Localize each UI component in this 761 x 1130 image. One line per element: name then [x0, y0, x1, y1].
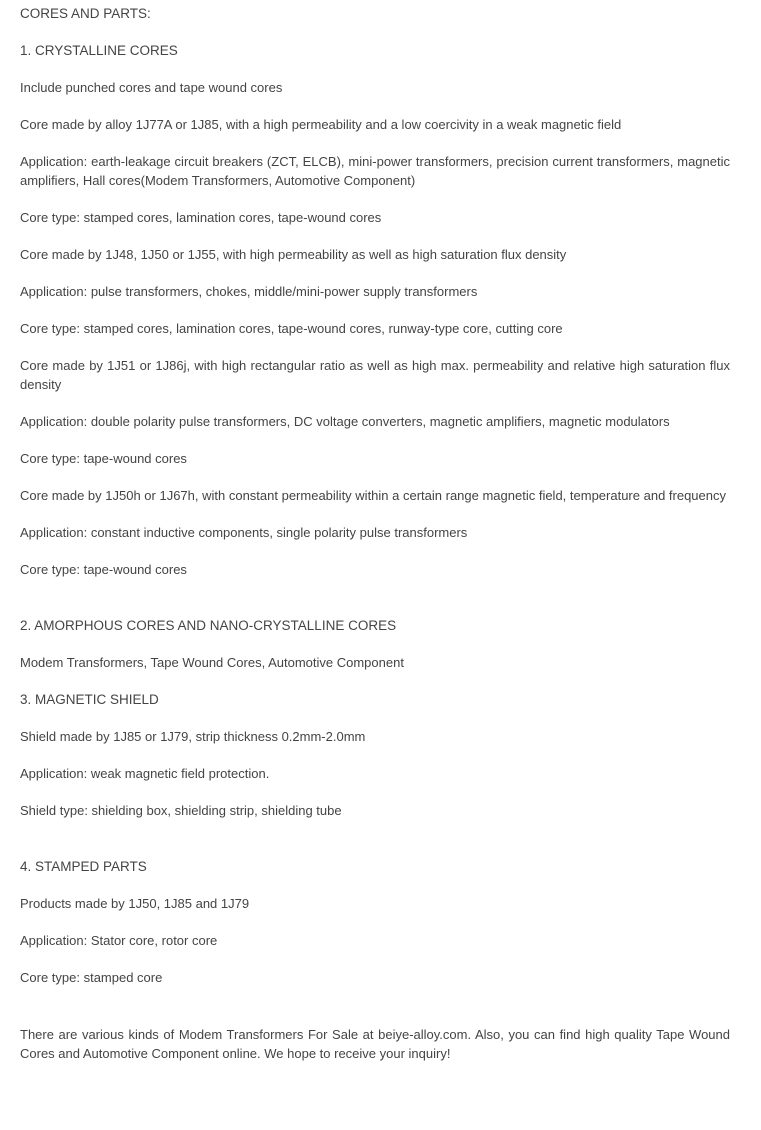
paragraph: Core type: stamped core [20, 970, 163, 985]
paragraph: Core type: tape-wound cores [20, 451, 187, 466]
paragraph: Core type: stamped cores, lamination cores, tape-wound cores [20, 210, 382, 225]
paragraph: Application: earth-leakage circuit breakers (ZCT, ELCB), mini-power transformers, precision current transformers, magnetic amplifiers, Hall cores(Modem Transformers, Automotive Component) [20, 154, 730, 188]
paragraph: Products made by 1J50, 1J85 and 1J79 [20, 896, 250, 911]
paragraph: Core type: stamped cores, lamination cores, tape-wound cores, runway-type core, cutting core [20, 321, 563, 336]
paragraph: Core made by alloy 1J77A or 1J85, with a high permeability and a low coercivity in a weak magnetic field [20, 117, 622, 132]
section-title-magnetic-shield: 3. MAGNETIC SHIELD [20, 692, 159, 707]
section-title-stamped-parts: 4. STAMPED PARTS [20, 859, 147, 874]
page-heading: CORES AND PARTS: [20, 6, 151, 21]
closing-paragraph: There are various kinds of Modem Transformers For Sale at beiye-alloy.com. Also, you can find high quality Tape Wound Cores and Automotive Component online. We hope to receive your inquiry! [20, 1027, 730, 1061]
paragraph: Modem Transformers, Tape Wound Cores, Automotive Component [20, 655, 404, 670]
paragraph: Application: weak magnetic field protection. [20, 766, 270, 781]
paragraph: Core made by 1J51 or 1J86j, with high rectangular ratio as well as high max. permeability and relative high saturation flux density [20, 358, 730, 392]
paragraph: Shield type: shielding box, shielding strip, shielding tube [20, 803, 342, 818]
section-title-crystalline-cores: 1. CRYSTALLINE CORES [20, 43, 178, 58]
paragraph: Application: double polarity pulse transformers, DC voltage converters, magnetic amplifiers, magnetic modulators [20, 414, 670, 429]
paragraph: Core made by 1J50h or 1J67h, with constant permeability within a certain range magnetic field, temperature and frequency [20, 488, 726, 503]
section-title-amorphous-cores: 2. AMORPHOUS CORES AND NANO-CRYSTALLINE CORES [20, 618, 397, 633]
paragraph: Core type: tape-wound cores [20, 562, 187, 577]
paragraph: Shield made by 1J85 or 1J79, strip thickness 0.2mm-2.0mm [20, 729, 366, 744]
paragraph: Application: pulse transformers, chokes, middle/mini-power supply transformers [20, 284, 478, 299]
paragraph: Application: constant inductive components, single polarity pulse transformers [20, 525, 468, 540]
paragraph: Core made by 1J48, 1J50 or 1J55, with high permeability as well as high saturation flux density [20, 247, 567, 262]
paragraph: Application: Stator core, rotor core [20, 933, 218, 948]
paragraph: Include punched cores and tape wound cores [20, 80, 283, 95]
